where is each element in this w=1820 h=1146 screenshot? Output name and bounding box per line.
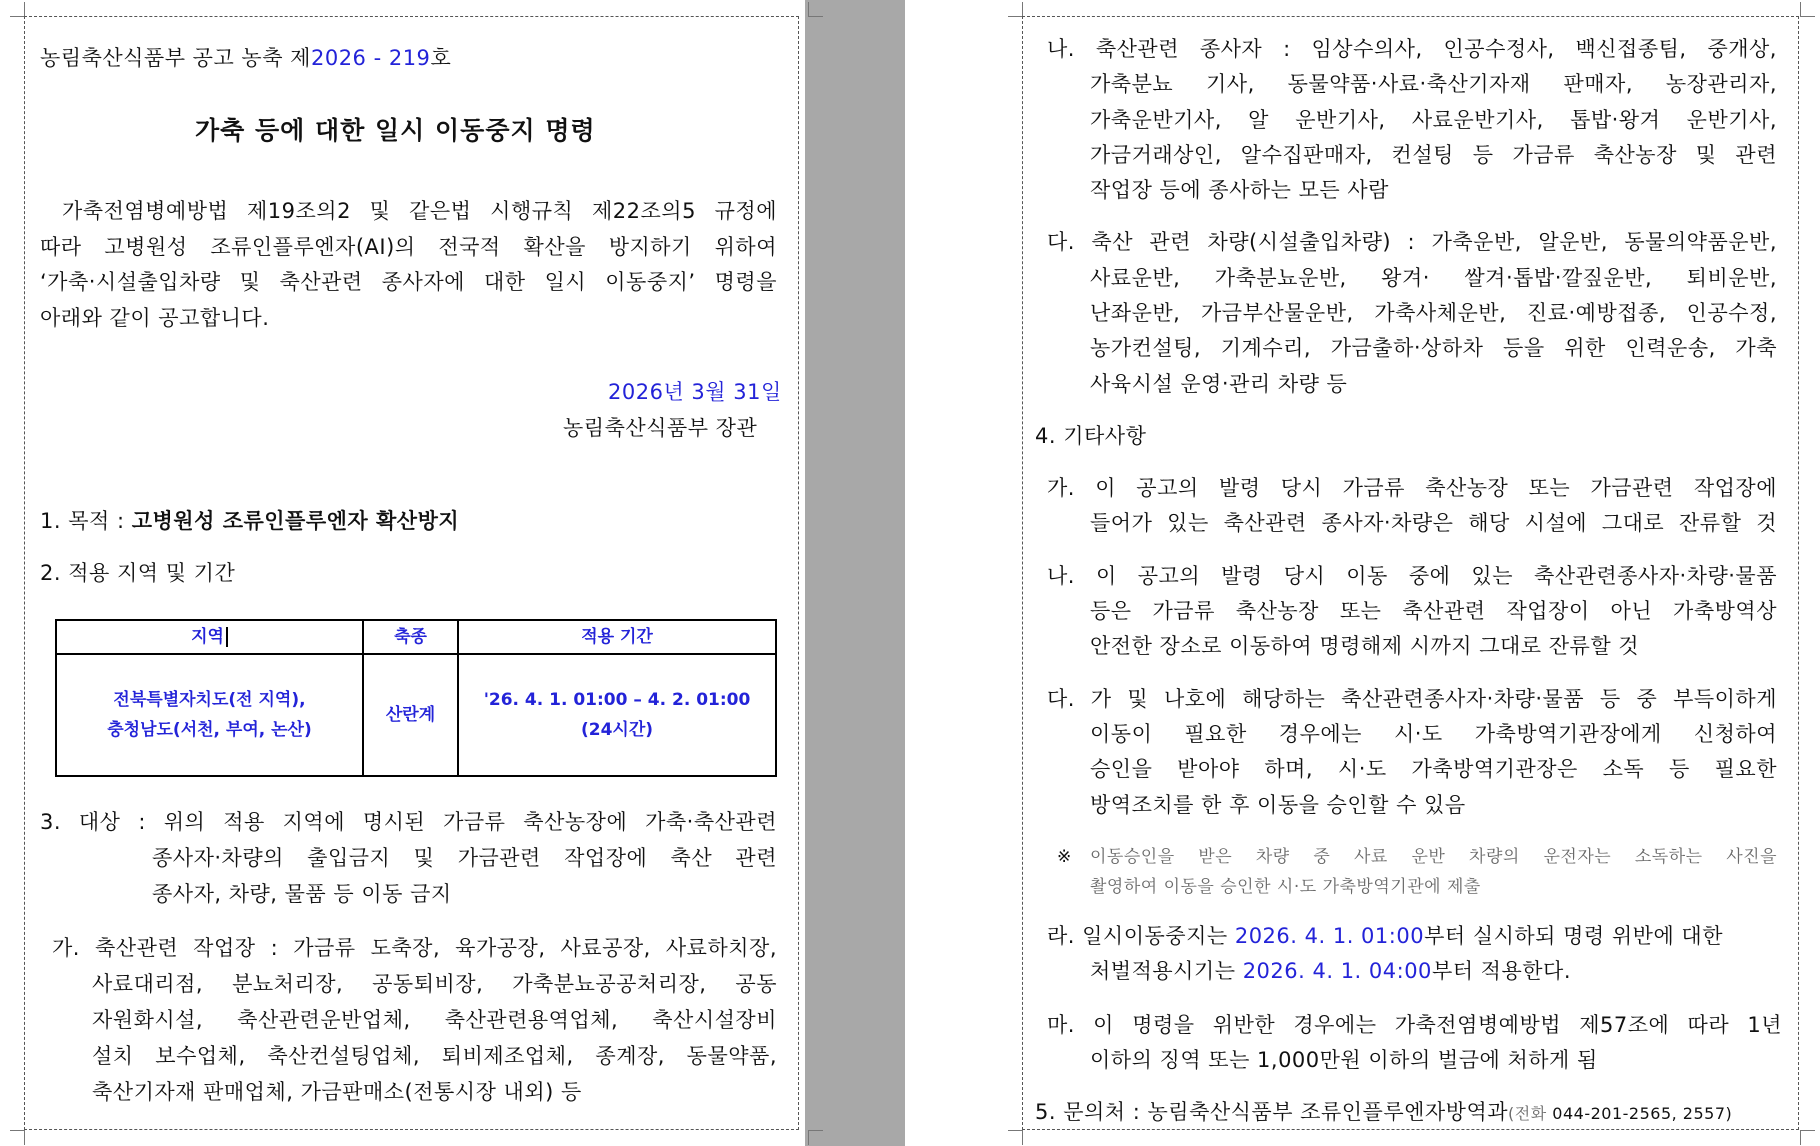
- section-3-line: 종사자‧차량의 출입금지 및 가금관련 작업장에 축산 관련: [152, 846, 777, 870]
- workers-line: 나. 축산관련 종사자 : 임상수의사, 인공수정사, 백신접종팀, 중개상,: [1047, 37, 1777, 61]
- table-header: 적용 기간: [458, 620, 776, 654]
- other-da-line: 다. 가 및 나호에 해당하는 축산관련종사자‧차량‧물품 등 중 부득이하게: [1047, 687, 1777, 711]
- workers-line: 가축운반기사, 알 운반기사, 사료운반기사, 톱밥‧왕겨 운반기사,: [1090, 108, 1777, 132]
- other-na-line: 등은 가금류 축산농장 또는 축산관련 작업장이 아닌 가축방역상: [1090, 599, 1777, 623]
- other-na-line: 안전한 장소로 이동하여 명령해제 시까지 그대로 잔류할 것: [1090, 634, 1640, 658]
- note-mark: ※: [1057, 847, 1072, 867]
- workplace-line: 자원화시설, 축산관련운반업체, 축산관련용역업체, 축산시설장비: [92, 1008, 777, 1032]
- enforcement-line: 라. 일시이동중지는 2026. 4. 1. 01:00부터 실시하되 명령 위반에 대한: [1047, 924, 1723, 948]
- crop-mark: [10, 1130, 25, 1145]
- workers-line: 가축분뇨 기사, 동물약품‧사료‧축산기자재 판매자, 농장관리자,: [1090, 72, 1777, 96]
- section-1: 1. 목적 : 고병원성 조류인플루엔자 확산방지: [40, 509, 460, 533]
- contact-line: 5. 문의처 : 농림축산식품부 조류인플루엔자방역과(전화 044-201-2565, 2557): [1035, 1100, 1733, 1124]
- section-4: 4. 기타사항: [1035, 424, 1147, 448]
- workplace-line: 가. 축산관련 작업장 : 가금류 도축장, 육가공장, 사료공장, 사료하치장,: [52, 936, 777, 960]
- crop-mark: [10, 2, 25, 17]
- other-da-line: 이동이 필요한 경우에는 시‧도 가축방역기관장에게 신청하여: [1090, 722, 1777, 746]
- document-title: 가축 등에 대한 일시 이동중지 명령: [195, 116, 596, 145]
- other-ga-line: 가. 이 공고의 발령 당시 가금류 축산농장 또는 가금관련 작업장에: [1047, 476, 1777, 500]
- other-na-line: 나. 이 공고의 발령 당시 이동 중에 있는 축산관련종사자‧차량‧물품: [1047, 564, 1777, 588]
- section-2: 2. 적용 지역 및 기간: [40, 561, 236, 585]
- notice-issuer: 농림축산식품부 장관: [563, 416, 758, 440]
- section-3-line: 종사자, 차량, 물품 등 이동 금지: [152, 882, 452, 906]
- workplace-line: 축산기자재 판매업체, 가금판매소(전통시장 내외) 등: [92, 1080, 582, 1104]
- notice-number: 농림축산식품부 공고 농축 제2026 - 219호: [40, 46, 452, 70]
- section-3-line: 3. 대상 : 위의 적용 지역에 명시된 가금류 축산농장에 가축‧축산관련: [40, 810, 777, 834]
- intro-line: ‘가축‧시설출입차량 및 축산관련 종사자에 대한 일시 이동중지’ 명령을: [40, 270, 777, 294]
- intro-line: 아래와 같이 공고합니다.: [40, 306, 270, 330]
- table-cell-species: 산란계: [363, 654, 458, 776]
- workers-line: 작업장 등에 종사하는 모든 사람: [1090, 178, 1389, 202]
- intro-line: 가축전염병예방법 제19조의2 및 같은법 시행규칙 제22조의5 규정에: [62, 199, 777, 223]
- other-da-line: 방역조치를 한 후 이동을 승인할 수 있음: [1090, 793, 1466, 817]
- vehicles-line: 농가컨설팅, 기계수리, 가금출하‧상하차 등을 위한 인력운송, 가축: [1090, 336, 1777, 360]
- table-cell-region: 전북특별자치도(전 지역), 충청남도(서천, 부여, 논산): [56, 654, 363, 776]
- note-line: 촬영하여 이동을 승인한 시‧도 가축방역기관에 제출: [1090, 877, 1481, 897]
- page-gutter: [805, 0, 905, 1146]
- other-da-line: 승인을 받아야 하며, 시‧도 가축방역기관장은 소독 등 필요한: [1090, 757, 1777, 781]
- crop-mark: [1008, 1130, 1023, 1145]
- crop-mark: [1008, 2, 1023, 17]
- penalty-line: 이하의 징역 또는 1,000만원 이하의 벌금에 처하게 됨: [1090, 1048, 1598, 1072]
- crop-mark: [808, 1130, 823, 1145]
- penalty-line: 마. 이 명령을 위반한 경우에는 가축전염병예방법 제57조에 따라 1년: [1047, 1013, 1782, 1037]
- vehicles-line: 사료운반, 가축분뇨운반, 왕겨‧ 쌀겨‧톱밥‧깔짚운반, 퇴비운반,: [1090, 266, 1777, 290]
- table-cell-period: '26. 4. 1. 01:00 – 4. 2. 01:00 (24시간): [458, 654, 776, 776]
- crop-mark: [1800, 1130, 1815, 1145]
- workplace-line: 사료대리점, 분뇨처리장, 공동퇴비장, 가축분뇨공공처리장, 공동: [92, 972, 777, 996]
- vehicles-line: 다. 축산 관련 차량(시설출입차량) : 가축운반, 알운반, 동물의약품운반,: [1047, 230, 1777, 254]
- intro-line: 따라 고병원성 조류인플루엔자(AI)의 전국적 확산을 방지하기 위하여: [40, 235, 777, 259]
- notice-date: 2026년 3월 31일: [608, 380, 782, 404]
- note-line: 이동승인을 받은 차량 중 사료 운반 차량의 운전자는 소독하는 사진을: [1090, 847, 1777, 867]
- crop-mark: [808, 2, 823, 17]
- table-header: 축종: [363, 620, 458, 654]
- region-table: [55, 619, 777, 777]
- enforcement-line: 처벌적용시기는 2026. 4. 1. 04:00부터 적용한다.: [1090, 959, 1572, 983]
- crop-mark: [1800, 2, 1815, 17]
- vehicles-line: 사육시설 운영‧관리 차량 등: [1090, 372, 1348, 396]
- table-header: 지역: [56, 620, 363, 654]
- workplace-line: 설치 보수업체, 축산컨설팅업체, 퇴비제조업체, 종계장, 동물약품,: [92, 1044, 777, 1068]
- other-ga-line: 들어가 있는 축산관련 종사자‧차량은 해당 시설에 그대로 잔류할 것: [1090, 511, 1777, 535]
- vehicles-line: 난좌운반, 가금부산물운반, 가축사체운반, 진료‧예방접종, 인공수정,: [1090, 301, 1777, 325]
- workers-line: 가금거래상인, 알수집판매자, 컨설팅 등 가금류 축산농장 및 관련: [1090, 143, 1777, 167]
- text-cursor: [226, 627, 228, 647]
